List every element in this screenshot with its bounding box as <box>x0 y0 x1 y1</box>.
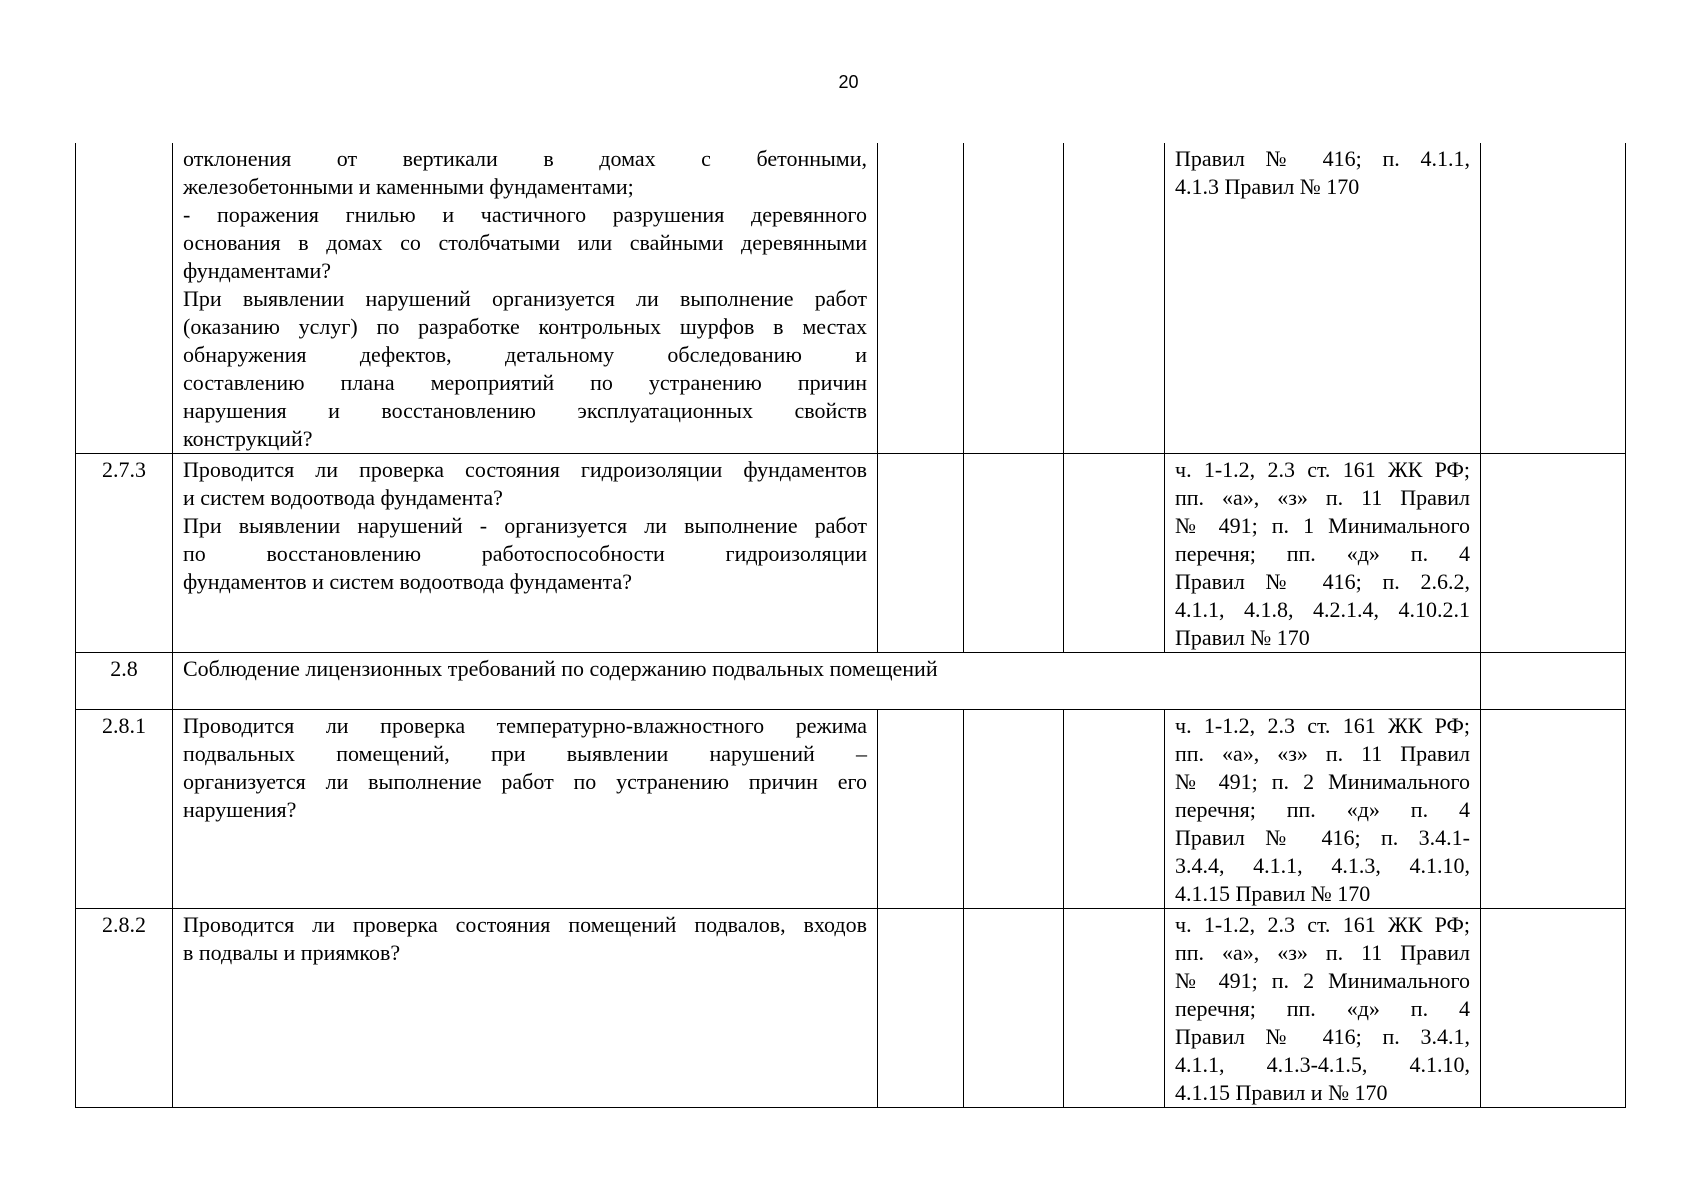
question-line: и систем водоотвода фундамента? <box>183 485 503 510</box>
empty-cell <box>1481 143 1626 454</box>
question-line: При выявлении нарушений - организуется ли выполнение работ <box>183 513 867 538</box>
table-row <box>76 710 1626 909</box>
question-line: подвальных помещений, при выявлении нарушений – <box>183 741 867 766</box>
reference-line: 4.1.1, 4.1.8, 4.2.1.4, 4.10.2.1 <box>1175 597 1470 622</box>
reference-line: 4.1.15 Правил и № 170 <box>1175 1080 1388 1105</box>
reference-line: № 491; п. 2 Минимального <box>1175 968 1470 993</box>
empty-cell <box>878 909 964 1108</box>
question-line: фундаментами? <box>183 258 332 283</box>
reference-line: Правил № 416; п. 2.6.2, <box>1175 569 1470 594</box>
empty-cell <box>1064 909 1165 1108</box>
question-line: основания в домах со столбчатыми или свайными деревянными <box>183 230 867 255</box>
question-cell <box>173 143 878 454</box>
empty-cell <box>1481 710 1626 909</box>
table-row <box>76 143 1626 454</box>
table-row <box>76 454 1626 653</box>
reference-line: 4.1.1, 4.1.3-4.1.5, 4.1.10, <box>1175 1052 1470 1077</box>
reference-line: перечня; пп. «д» п. 4 <box>1175 541 1470 566</box>
table-row <box>76 909 1626 1108</box>
reference-cell <box>1165 454 1481 653</box>
question-line: железобетонными и каменными фундаментами; <box>183 174 634 199</box>
row-number: 2.7.3 <box>76 454 173 653</box>
reference-line: 4.1.3 Правил № 170 <box>1175 174 1360 199</box>
empty-cell <box>964 909 1064 1108</box>
reference-line: пп. «а», «з» п. 11 Правил <box>1175 741 1470 766</box>
question-line: нарушения? <box>183 797 297 822</box>
empty-cell <box>878 454 964 653</box>
reference-line: ч. 1-1.2, 2.3 ст. 161 ЖК РФ; <box>1175 912 1470 937</box>
empty-cell <box>964 143 1064 454</box>
checklist-table <box>75 143 1626 1108</box>
reference-cell <box>1165 143 1481 454</box>
reference-line: перечня; пп. «д» п. 4 <box>1175 996 1470 1021</box>
empty-cell <box>1481 454 1626 653</box>
reference-cell <box>1165 710 1481 909</box>
empty-cell <box>1481 909 1626 1108</box>
question-line: Проводится ли проверка состояния гидроизоляции фундаментов <box>183 457 867 482</box>
empty-cell <box>964 454 1064 653</box>
question-cell <box>173 710 878 909</box>
reference-line: Правил № 416; п. 3.4.1, <box>1175 1024 1470 1049</box>
reference-line: Правил № 170 <box>1175 625 1310 650</box>
empty-cell <box>1064 143 1165 454</box>
question-line: составлению плана мероприятий по устранению причин <box>183 370 867 395</box>
section-title: Соблюдение лицензионных требований по содержанию подвальных помещений <box>173 653 1481 710</box>
reference-line: пп. «а», «з» п. 11 Правил <box>1175 940 1470 965</box>
empty-cell <box>878 710 964 909</box>
question-line: фундаментов и систем водоотвода фундамента? <box>183 569 632 594</box>
question-cell <box>173 909 878 1108</box>
reference-cell <box>1165 909 1481 1108</box>
empty-cell <box>1481 653 1626 710</box>
reference-line: пп. «а», «з» п. 11 Правил <box>1175 485 1470 510</box>
question-line: - поражения гнилью и частичного разрушения деревянного <box>183 202 867 227</box>
reference-line: Правил № 416; п. 3.4.1- <box>1175 825 1470 850</box>
empty-cell <box>964 710 1064 909</box>
question-cell <box>173 454 878 653</box>
reference-line: перечня; пп. «д» п. 4 <box>1175 797 1470 822</box>
question-line: Проводится ли проверка состояния помещений подвалов, входов <box>183 912 867 937</box>
reference-line: ч. 1-1.2, 2.3 ст. 161 ЖК РФ; <box>1175 457 1470 482</box>
page-number: 20 <box>838 72 859 92</box>
section-row <box>76 653 1626 710</box>
empty-cell <box>878 143 964 454</box>
empty-cell <box>1064 710 1165 909</box>
question-line: конструкций? <box>183 426 313 451</box>
reference-line: № 491; п. 1 Минимального <box>1175 513 1470 538</box>
question-line: в подвалы и приямков? <box>183 940 401 965</box>
row-number: 2.8.2 <box>76 909 173 1108</box>
row-number <box>76 143 173 454</box>
question-line: (оказанию услуг) по разработке контрольных шурфов в местах <box>183 314 867 339</box>
reference-line: ч. 1-1.2, 2.3 ст. 161 ЖК РФ; <box>1175 713 1470 738</box>
reference-line: Правил № 416; п. 4.1.1, <box>1175 146 1470 171</box>
reference-line: № 491; п. 2 Минимального <box>1175 769 1470 794</box>
reference-line: 3.4.4, 4.1.1, 4.1.3, 4.1.10, <box>1175 853 1470 878</box>
question-line: организуется ли выполнение работ по устранению причин его <box>183 769 867 794</box>
empty-cell <box>1064 454 1165 653</box>
question-line: При выявлении нарушений организуется ли выполнение работ <box>183 286 867 311</box>
row-number: 2.8.1 <box>76 710 173 909</box>
question-line: нарушения и восстановлению эксплуатационных свойств <box>183 398 867 423</box>
question-line: Проводится ли проверка температурно-влажностного режима <box>183 713 867 738</box>
question-line: обнаружения дефектов, детальному обследованию и <box>183 342 867 367</box>
question-line: отклонения от вертикали в домах с бетонными, <box>183 146 867 171</box>
row-number: 2.8 <box>76 653 173 710</box>
reference-line: 4.1.15 Правил № 170 <box>1175 881 1371 906</box>
question-line: по восстановлению работоспособности гидроизоляции <box>183 541 867 566</box>
